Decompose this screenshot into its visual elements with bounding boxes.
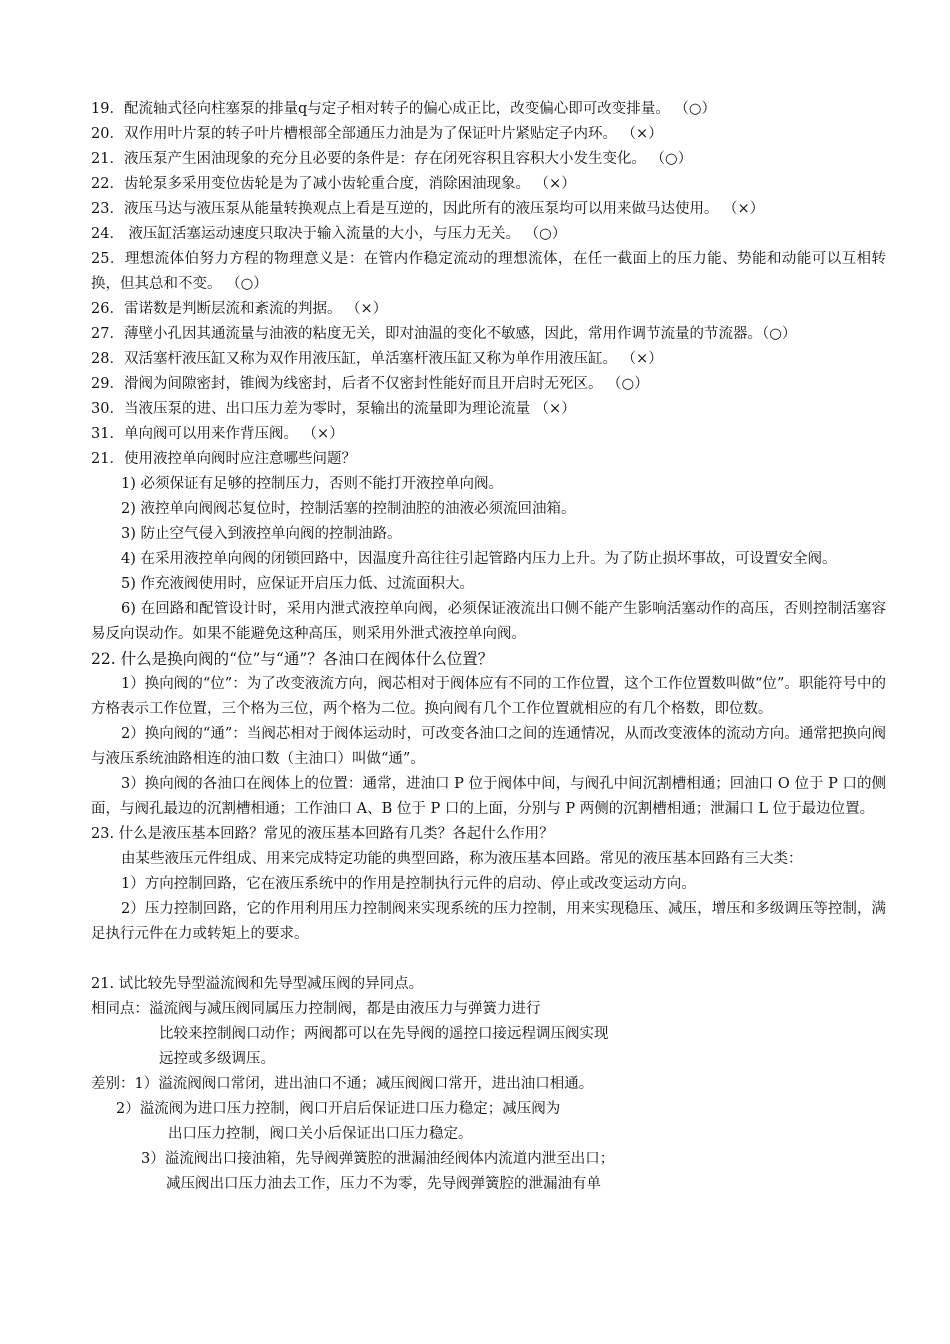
q21b-question: 21. 试比较先导型溢流阀和先导型减压阀的异同点。 — [91, 976, 424, 992]
q21-answer-6: 6) 在回路和配管设计时，采用内泄式液控单向阀，必须保证液流出口侧不能产生影响活塞动作的高压，否则控制活塞容易反向误动作。如果不能避免这种高压，则采用外泄式液控单向阀。 — [91, 601, 886, 642]
q21-answer-4: 4) 在采用液控单向阀的闭锁回路中，因温度升高往往引起管路内压力上升。为了防止损坏事故，可设置安全阀。 — [121, 551, 837, 567]
q23-answer-intro: 由某些液压元件组成、用来完成特定功能的典型回路，称为液压基本回路。常见的液压基本回路有三大类： — [121, 851, 803, 867]
q21b-diff-line-3a: 3）溢流阀出口接油箱，先导阀弹簧腔的泄漏油经阀体内流道内泄至出口； — [141, 1151, 615, 1167]
q21-answer-3: 3) 防止空气侵入到液控单向阀的控制油路。 — [121, 526, 402, 542]
q21b-diff-line-2a: 2）溢流阀为进口压力控制，阀口开启后保证进口压力稳定；减压阀为 — [116, 1101, 561, 1117]
section-gap — [91, 947, 886, 972]
q21b-diff-line-2b: 出口压力控制，阀口关小后保证出口压力稳定。 — [168, 1126, 473, 1142]
tf-item-28: 28．双活塞杆液压缸又称为双作用液压缸，单活塞杆液压缸又称为单作用液压缸。 （×） — [91, 351, 663, 367]
tf-item-27: 27．薄壁小孔因其通流量与油液的粘度无关，即对油温的变化不敏感，因此，常用作调节流量的节流器。（○） — [91, 326, 797, 342]
q21-answer-5: 5) 作充液阀使用时，应保证开启压力低、过流面积大。 — [121, 576, 474, 592]
q21-question: 21．使用液控单向阀时应注意哪些问题？ — [91, 451, 356, 467]
q23-answer-1: 1）方向控制回路，它在液压系统中的作用是控制执行元件的启动、停止或改变运动方向。 — [121, 876, 696, 892]
q22-question: 22. 什么是换向阀的“位”与“通”？各油口在阀体什么位置？ — [91, 650, 494, 668]
q21b-same-line-3: 远控或多级调压。 — [159, 1051, 275, 1067]
q21b-same-line-1: 相同点：溢流阀与减压阀同属压力控制阀，都是由液压力与弹簧力进行 — [91, 1001, 541, 1017]
document-content — [91, 97, 886, 1197]
tf-item-23: 23．液压马达与液压泵从能量转换观点上看是互逆的，因此所有的液压泵均可以用来做马达使用。 （×） — [91, 201, 765, 217]
q21b-diff-line-3b: 减压阀出口压力油去工作，压力不为零，先导阀弹簧腔的泄漏油有单 — [166, 1176, 601, 1192]
q21b-diff-line-1: 差别：1）溢流阀阀口常闭，进出油口不通；减压阀阀口常开，进出油口相通。 — [91, 1076, 594, 1092]
q22-answer-2: 2）换向阀的“通”：当阀芯相对于阀体运动时，可改变各油口之间的连通情况，从而改变液体的流动方向。通常把换向阀与液压系统油路相连的油口数（主油口）叫做“通”。 — [91, 726, 886, 767]
tf-item-20: 20．双作用叶片泵的转子叶片槽根部全部通压力油是为了保证叶片紧贴定子内环。 （×） — [91, 126, 663, 142]
tf-item-31: 31．单向阀可以用来作背压阀。 （×） — [91, 426, 344, 442]
tf-item-30: 30．当液压泵的进、出口压力差为零时，泵输出的流量即为理论流量 （×） — [91, 401, 576, 417]
q22-answer-1: 1）换向阀的“位”：为了改变液流方向，阀芯相对于阀体应有不同的工作位置，这个工作位置数叫做“位”。职能符号中的方格表示工作位置，三个格为三位，两个格为二位。换向阀有几个工作位置就相应的有几个格数，即位数。 — [91, 676, 886, 717]
tf-item-22: 22．齿轮泵多采用变位齿轮是为了减小齿轮重合度，消除困油现象。 （×） — [91, 176, 576, 192]
q21b-same-line-2: 比较来控制阀口动作；两阀都可以在先导阀的遥控口接远程调压阀实现 — [159, 1026, 609, 1042]
tf-item-25: 25．理想流体伯努力方程的物理意义是：在管内作稳定流动的理想流体，在任一截面上的压力能、势能和动能可以互相转换，但其总和不变。 （○） — [91, 251, 886, 292]
q21-answer-2: 2) 液控单向阀阀芯复位时，控制活塞的控制油腔的油液必须流回油箱。 — [121, 501, 576, 517]
q22-answer-3: 3）换向阀的各油口在阀体上的位置：通常，进油口 P 位于阀体中间，与阀孔中间沉割槽相通；回油口 O 位于 P 口的侧面，与阀孔最边的沉割槽相通；工作油口 A、B 位于 P 口的上面，分别与 P 两侧的沉割槽相通；泄漏口 L 位于最边位置。 — [91, 776, 886, 817]
tf-item-21: 21．液压泵产生困油现象的充分且必要的条件是：存在闭死容积且容积大小发生变化。 （○） — [91, 151, 693, 167]
tf-item-19: 19．配流轴式径向柱塞泵的排量q与定子相对转子的偏心成正比，改变偏心即可改变排量。 （○） — [91, 101, 716, 117]
q23-answer-2: 2）压力控制回路，它的作用利用压力控制阀来实现系统的压力控制，用来实现稳压、减压，增压和多级调压等控制，满足执行元件在力或转矩上的要求。 — [91, 901, 886, 942]
q23-question: 23. 什么是液压基本回路？常见的液压基本回路有几类？各起什么作用？ — [91, 826, 554, 842]
tf-item-24: 24． 液压缸活塞运动速度只取决于输入流量的大小，与压力无关。 （○） — [91, 226, 567, 242]
tf-item-26: 26．雷诺数是判断层流和紊流的判据。 （×） — [91, 301, 388, 317]
tf-item-29: 29．滑阀为间隙密封，锥阀为线密封，后者不仅密封性能好而且开启时无死区。 （○） — [91, 376, 649, 392]
q21-answer-1: 1) 必须保证有足够的控制压力，否则不能打开液控单向阀。 — [121, 476, 503, 492]
